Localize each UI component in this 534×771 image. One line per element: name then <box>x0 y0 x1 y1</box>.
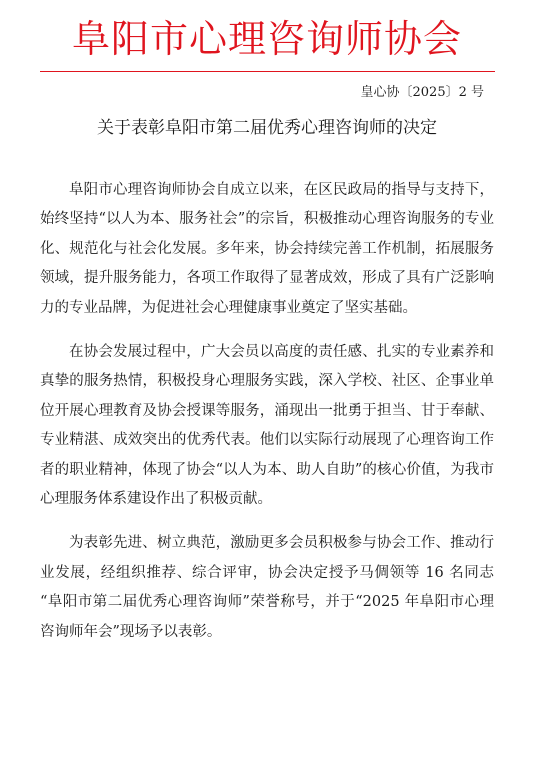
document-title: 关于表彰阜阳市第二届优秀心理咨询师的决定 <box>97 118 437 138</box>
masthead-org-name: 阜阳市心理咨询师协会 <box>71 17 462 61</box>
body-paragraph-2: 在协会发展过程中，广大会员以高度的责任感、扎实的专业素养和真挚的服务热情，积极投身心理服务实践，深入学校、社区、企事业单位开展心理教育及协会授课等服务，涌现出一批勇于担当、甘于奉献、专业精湛、成效突出的优秀代表。他们以实际行动展现了心理咨询工作者的职业精神，体现了协会“以人为本、助人自助”的核心价值，为我市心理服务体系建设作出了积极贡献。 <box>40 344 494 508</box>
document-number: 皇心协〔2025〕2 号 <box>360 85 484 100</box>
document-body <box>40 176 494 662</box>
body-paragraph-3: 为表彰先进、树立典范，激励更多会员积极参与协会工作、推动行业发展，经组织推荐、综合评审，协会决定授予马倜领等 16 名同志 “阜阳市第二届优秀心理咨询师”荣誉称号，并于“2025 年阜阳市心理咨询师年会”现场予以表彰。 <box>40 535 494 640</box>
red-header-rule <box>40 71 495 72</box>
body-paragraph-1: 阜阳市心理咨询师协会自成立以来，在区民政局的指导与支持下，始终坚持“以人为本、服务社会”的宗旨，积极推动心理咨询服务的专业化、规范化与社会化发展。多年来，协会持续完善工作机制，拓展服务领域，提升服务能力，各项工作取得了显著成效，形成了具有广泛影响力的专业品牌，为促进社会心理健康事业奠定了坚实基础。 <box>40 182 494 316</box>
